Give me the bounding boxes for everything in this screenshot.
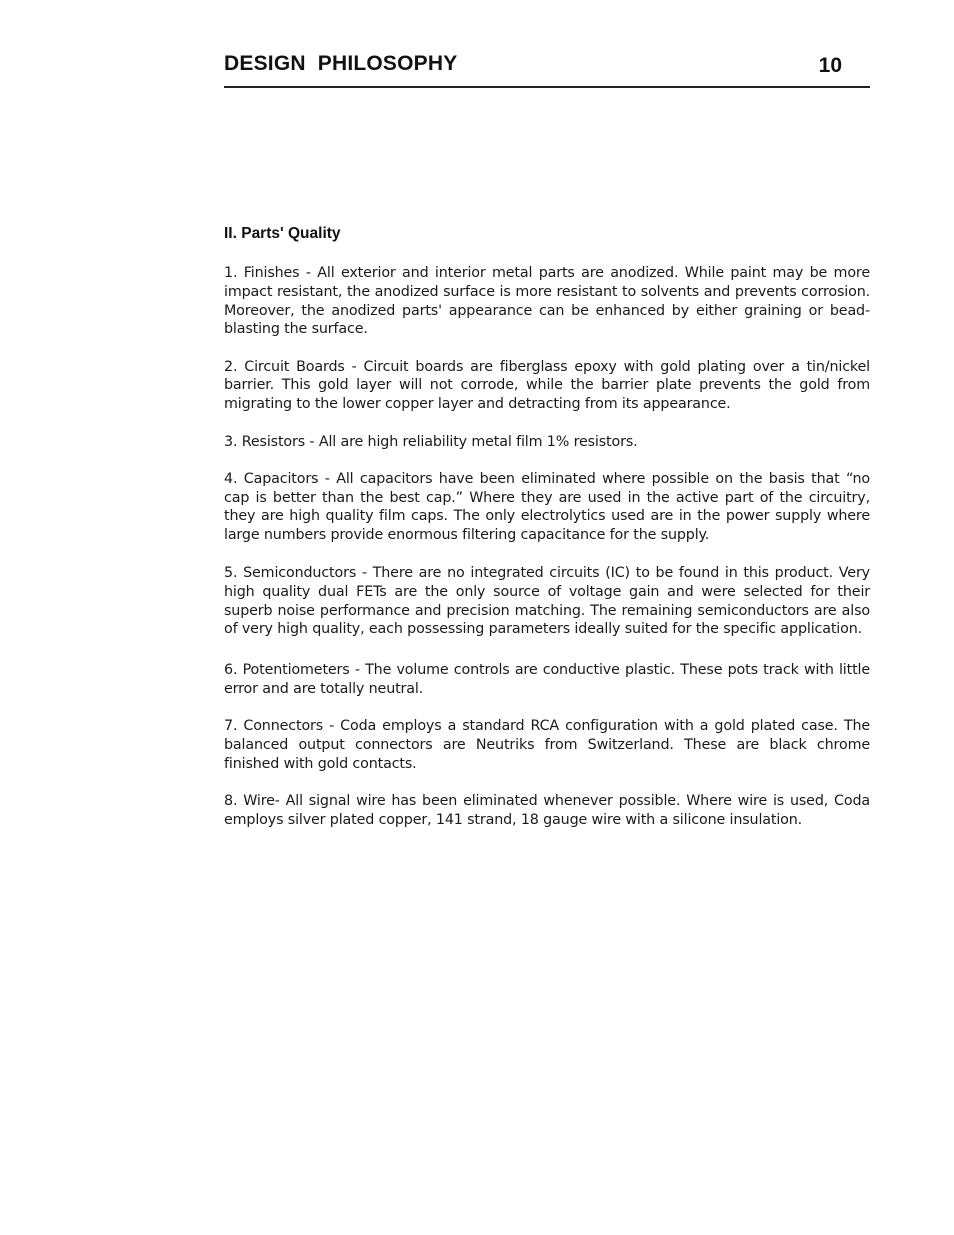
page-title: DESIGN PHILOSOPHY bbox=[224, 52, 458, 75]
section-heading: II. Parts' Quality bbox=[224, 225, 341, 242]
paragraph-finishes: 1. Finishes - All exterior and interior metal parts are anodized. While paint may be more impact resistant, the anodized surface is more resistant to solvents and prevents corrosion. Moreover, the anodized parts' appearance can be enhanced by either graining or bead-blasting the surface. bbox=[224, 265, 870, 338]
body-text bbox=[224, 264, 870, 848]
paragraph-wire: 8. Wire- All signal wire has been eliminated whenever possible. Where wire is used, Coda employs silver plated copper, 141 strand, 18 gauge wire with a silicone insulation. bbox=[224, 793, 870, 829]
paragraph-capacitors: 4. Capacitors - All capacitors have been eliminated where possible on the basis that “no cap is better than the best cap.” Where they are used in the active part of the circuitry, they are high quality film caps. The only electrolytics used are in the power supply where large numbers provide enormous filtering capacitance for the supply. bbox=[224, 470, 870, 544]
paragraph-semiconductors: 5. Semiconductors - There are no integrated circuits (IC) to be found in this product. Very high quality dual FETs are the only source of voltage gain and were selected for their superb noise performance and precision matching. The remaining semiconductors are also of very high quality, each possessing parameters ideally suited for the specific application. bbox=[224, 565, 870, 638]
paragraph-resistors: 3. Resistors - All are high reliability metal film 1% resistors. bbox=[224, 433, 638, 450]
page-number: 10 bbox=[818, 54, 842, 77]
paragraph-circuit-boards: 2. Circuit Boards - Circuit boards are fiberglass epoxy with gold plating over a tin/nickel barrier. This gold layer will not corrode, while the barrier plate prevents the gold from migrating to the lower copper layer and detracting from its appearance. bbox=[224, 358, 870, 413]
paragraph-potentiometers: 6. Potentiometers - The volume controls are conductive plastic. These pots track with little error and are totally neutral. bbox=[224, 662, 870, 698]
page-header bbox=[224, 50, 870, 88]
paragraph-connectors: 7. Connectors - Coda employs a standard RCA configuration with a gold plated case. The balanced output connectors are Neutriks from Switzerland. These are black chrome finished with gold contacts. bbox=[224, 718, 870, 772]
